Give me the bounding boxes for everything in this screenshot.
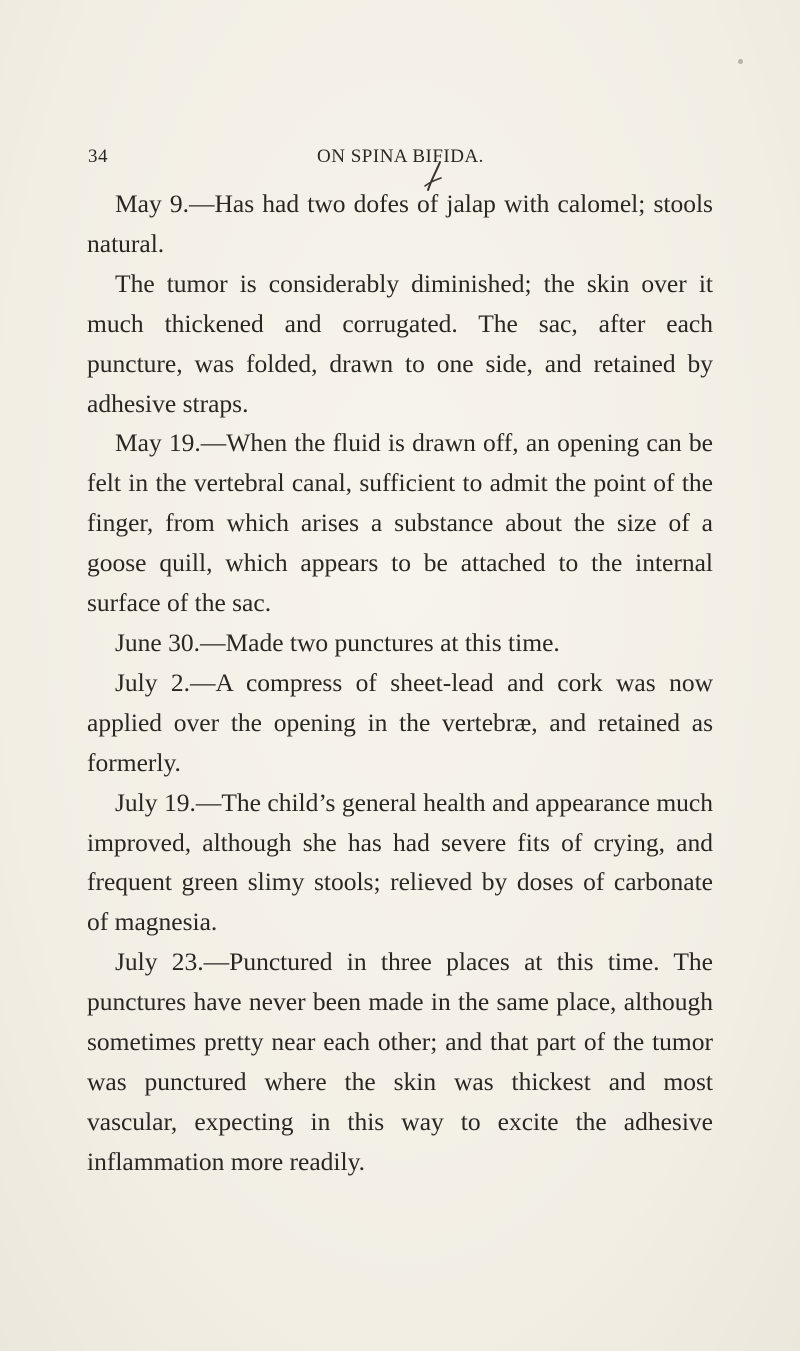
paragraph-may-19: May 19.—When the fluid is drawn off, an opening can be felt in the vertebral canal, sufficient to admit the point of the finger, from which arises a substance about the size of a goose quill, which appears to be attached to the internal surface of the sac. — [87, 428, 713, 618]
paragraph-july-23: July 23.—Punctured in three places at this time. The punctures have never been made in the same place, although sometimes pretty near each other; and that part of the tumor was punctured where the skin was thickest and most vascular, expecting in this way to excite the adhesive inflammation more readily. — [87, 947, 713, 1176]
paragraph-july-19: July 19.—The child’s general health and appearance much improved, although she has had severe fits of crying, and frequent green slimy stools; relieved by doses of carbonate of magnesia. — [87, 787, 713, 937]
body-text — [87, 184, 713, 1182]
ink-speck — [738, 59, 743, 64]
paragraph-may-9: May 9.—Has had two dofes of jalap with calomel; stools natural. — [87, 189, 713, 258]
paragraph-june-30: June 30.—Made two punctures at this time. — [115, 627, 560, 657]
page-number: 34 — [88, 146, 108, 167]
page-title: ON SPINA BIFIDA. — [317, 146, 484, 167]
running-head — [88, 146, 713, 170]
paragraph-july-2: July 2.—A compress of sheet-lead and cork was now applied over the opening in the vertebræ, and retained as formerly. — [87, 667, 713, 777]
paragraph-tumor: The tumor is considerably diminished; the skin over it much thickened and corrugated. The sac, after each puncture, was folded, drawn to one side, and retained by adhesive straps. — [87, 268, 713, 418]
